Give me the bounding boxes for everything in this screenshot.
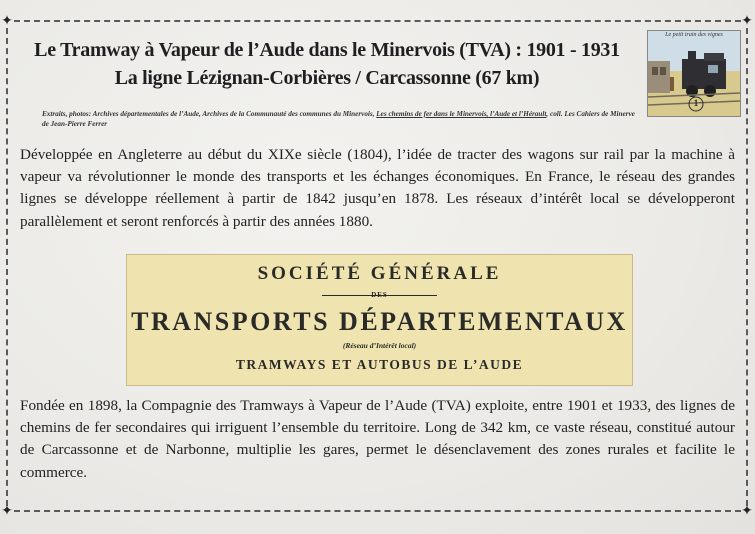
bottom-dashed-border <box>14 510 741 512</box>
page-title <box>22 36 632 92</box>
top-dashed-border <box>14 20 741 22</box>
intro-paragraph: Développée en Angleterre au début du XIXe siècle (1804), l’idée de tracter des wagons sur rail par la machine à vapeur va révolutionner le monde des transports et les échanges économiques. En France, le réseau des grandes lignes se développe réellement à partir de 1842 jusqu’en 1878. Les réseaux d’intérêt local se développeront parallèlement et seront renforcés à partir des années 1880. <box>20 146 735 230</box>
banner-line-3: TRANSPORTS DÉPARTEMENTAUX <box>131 307 628 336</box>
banner-line-2: DES <box>371 291 388 299</box>
corner-star-icon: ✦ <box>741 13 753 29</box>
credits-prefix: Extraits, photos: Archives départementales de l’Aude, Archives de la Communauté des communes du Minervois, <box>42 110 377 118</box>
banner-line-5: TRAMWAYS ET AUTOBUS DE L’AUDE <box>235 357 524 372</box>
train-thumbnail-image <box>647 30 741 117</box>
sgtd-banner-image <box>126 254 633 386</box>
photo-credits <box>42 110 642 129</box>
right-dashed-border <box>746 28 748 506</box>
title-line-2: La ligne Lézignan-Corbières / Carcassonne (67 km) <box>114 67 540 89</box>
corner-star-icon: ✦ <box>741 503 753 519</box>
thumbnail-caption: Le petit train des vignes <box>665 32 723 38</box>
banner-line-1: SOCIÉTÉ GÉNÉRALE <box>257 263 502 284</box>
title-line-1: Le Tramway à Vapeur de l’Aude dans le Minervois (TVA) : 1901 - 1931 <box>34 39 620 61</box>
credits-suffix: , coll. Les Cahiers de Minerve de Jean-Pierre Ferrer <box>42 110 635 128</box>
thumbnail-number-badge: 1 <box>693 98 699 108</box>
corner-star-icon: ✦ <box>1 13 13 29</box>
corner-star-icon: ✦ <box>1 503 13 519</box>
left-dashed-border <box>6 28 8 506</box>
tva-paragraph: Fondée en 1898, la Compagnie des Tramways à Vapeur de l’Aude (TVA) exploite, entre 1901 et 1933, des lignes de chemins de fer secondaires qui irriguent l’ensemble du territoire. Long de 342 km, ce vaste réseau, constitué autour de Carcassonne et de Narbonne, multiplie les gares, permet le désenclavement des zones rurales et facilite le commerce. <box>20 397 735 481</box>
banner-line-4: (Réseau d’Intérêt local) <box>342 341 417 350</box>
credits-book-title: Les chemins de fer dans le Minervois, l’Aude et l’Hérault <box>376 110 547 118</box>
